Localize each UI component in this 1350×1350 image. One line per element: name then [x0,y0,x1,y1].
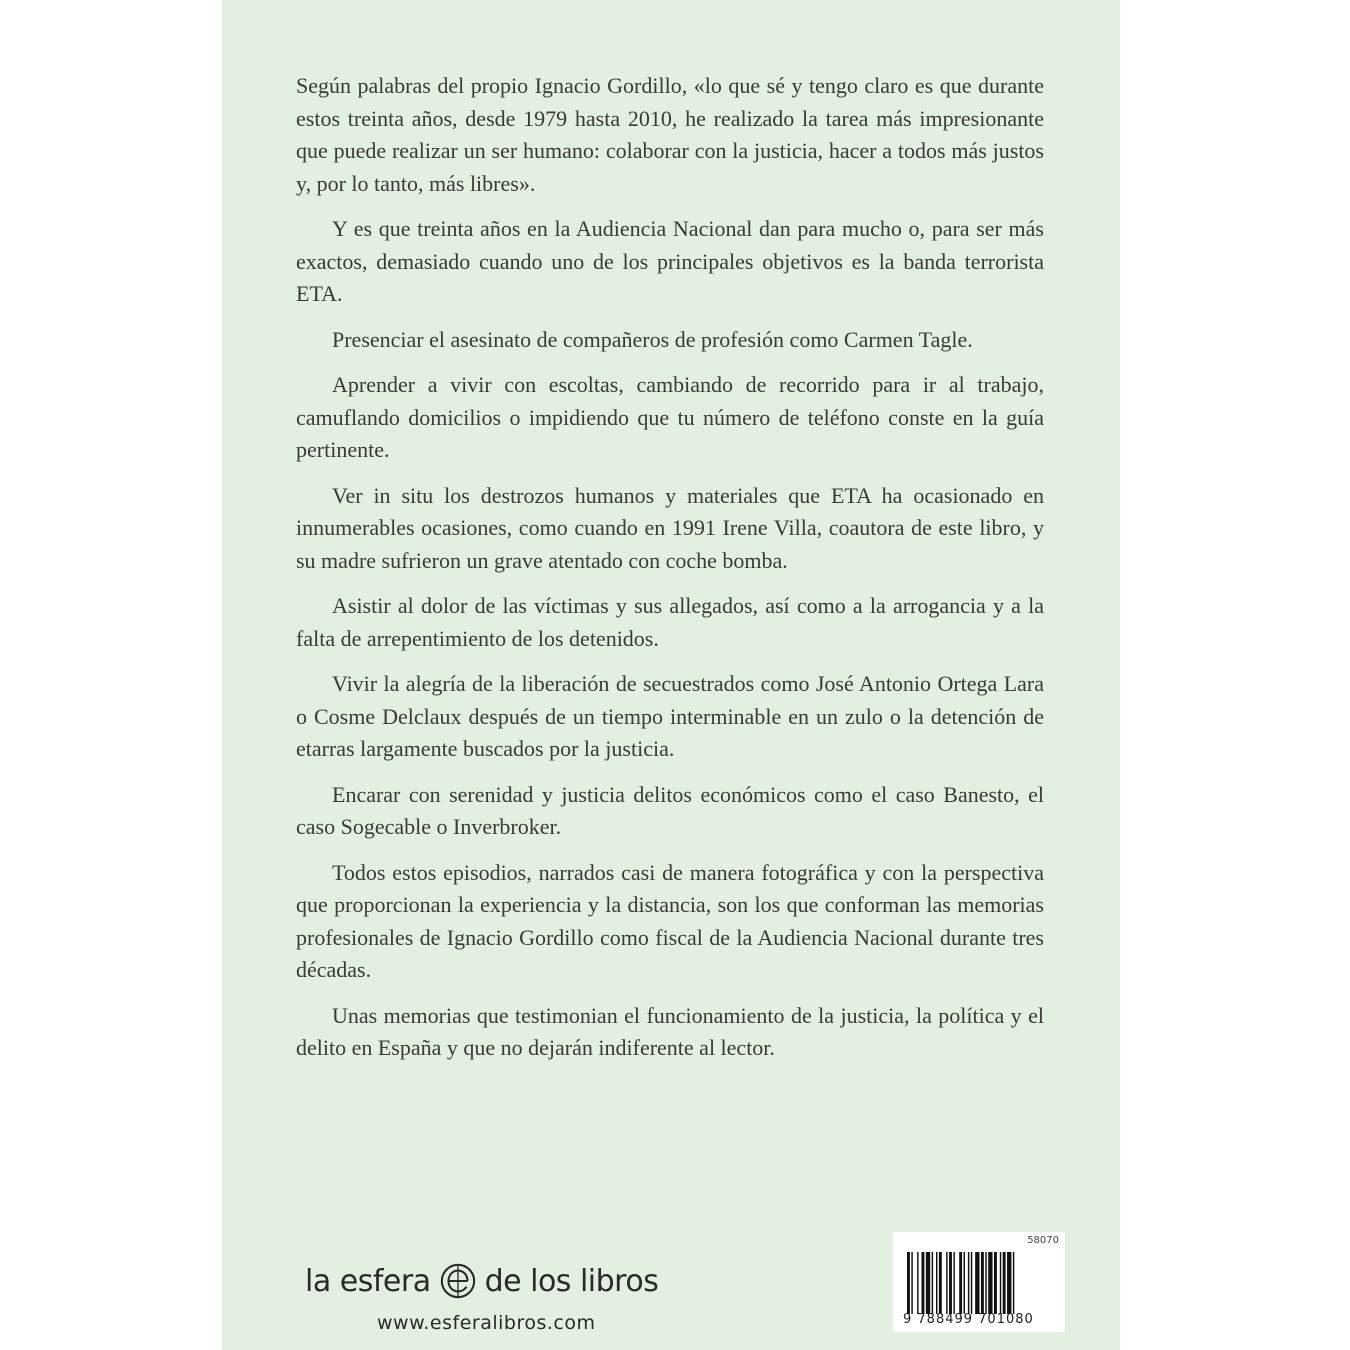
blurb-text [296,70,1044,1078]
barcode-bar [981,1252,984,1314]
blurb-paragraph: Encarar con serenidad y justicia delitos económicos como el caso Banesto, el caso Sogecable o Inverbroker. [296,781,1044,839]
blurb-paragraph: Unas memorias que testimonian el funcionamiento de la justicia, la política y el delito en España y que no dejarán indiferente al lector. [296,1002,1044,1060]
publisher-name [305,1262,658,1300]
barcode-bar [985,1252,986,1314]
barcode-code: 58070 [1027,1235,1059,1246]
blurb-paragraph: Asistir al dolor de las víctimas y sus allegados, así como a la arrogancia y a la falta de arrepentimiento de los detenidos. [296,593,1044,651]
barcode-digits: 9 788499 701080 [903,1312,1034,1327]
barcode-bar [959,1252,962,1314]
blurb-paragraph: Todos estos episodios, narrados casi de manera fotográfica y con la perspectiva que proporcionan la experiencia y la distancia, son los que conforman las memorias profesionales de Ignacio Gordillo como fiscal de la Audiencia Nacional durante tres décadas. [296,859,1044,982]
barcode-bar [1000,1252,1001,1314]
barcode-bar [953,1252,954,1314]
barcode-bar [975,1252,979,1314]
barcode-bar [932,1252,933,1314]
barcode-bar [1007,1252,1011,1314]
barcode-bar [1003,1252,1006,1314]
barcode-bar [939,1252,942,1314]
blurb-paragraph: Según palabras del propio Ignacio Gordillo, «lo que sé y tengo claro es que durante estos treinta años, desde 1979 hasta 2010, he realizado la tarea más impresionante que puede realizar un ser humano: colaborar con la justicia, hacer a todos más justos y, por lo tanto, más libres». [296,73,1044,196]
barcode-bar [907,1252,910,1314]
publisher-name-first: la esfera [305,1263,431,1299]
blurb-paragraph: Vivir la alegría de la liberación de secuestrados como José Antonio Ortega Lara o Cosme Delclaux después de un tiempo interminable en un zulo o la detención de etarras largamente buscados por la justicia. [296,671,1044,761]
blurb-paragraph: Aprender a vivir con escoltas, cambiando de recorrido para ir al trabajo, camuflando domicilios o impidiendo que tu número de teléfono conste en la guía pertinente. [296,372,1044,462]
blurb-paragraph: Y es que treinta años en la Audiencia Nacional dan para mucho o, para ser más exactos, demasiado cuando uno de los principales objetivos es la banda terrorista ETA. [296,216,1044,306]
barcode-bar [936,1252,937,1314]
barcode [893,1232,1065,1332]
globe-e-icon [439,1262,477,1300]
barcode-bar [949,1252,952,1314]
publisher-url: www.esferalibros.com [377,1312,596,1334]
publisher-logo [305,1262,705,1342]
barcode-bar [926,1252,930,1314]
barcode-bars [907,1252,1055,1314]
blurb-paragraph: Ver in situ los destrozos humanos y materiales que ETA ha ocasionado en innumerables ocasiones, como cuando en 1991 Irene Villa, coautora de este libro, y su madre sufrieron un grave atentado con coche bomba. [296,482,1044,573]
barcode-bar [988,1252,992,1314]
publisher-name-second: de los libros [484,1263,659,1299]
barcode-bar [946,1252,947,1314]
barcode-bar [971,1252,972,1314]
barcode-bar [911,1252,912,1314]
barcode-bar [922,1252,925,1314]
barcode-bar [994,1252,997,1314]
blurb-paragraph: Presenciar el asesinato de compañeros de profesión como Carmen Tagle. [332,326,973,352]
barcode-bar [964,1252,965,1314]
barcode-bar [968,1252,969,1314]
barcode-bar [1013,1252,1014,1314]
barcode-bar [917,1252,918,1314]
